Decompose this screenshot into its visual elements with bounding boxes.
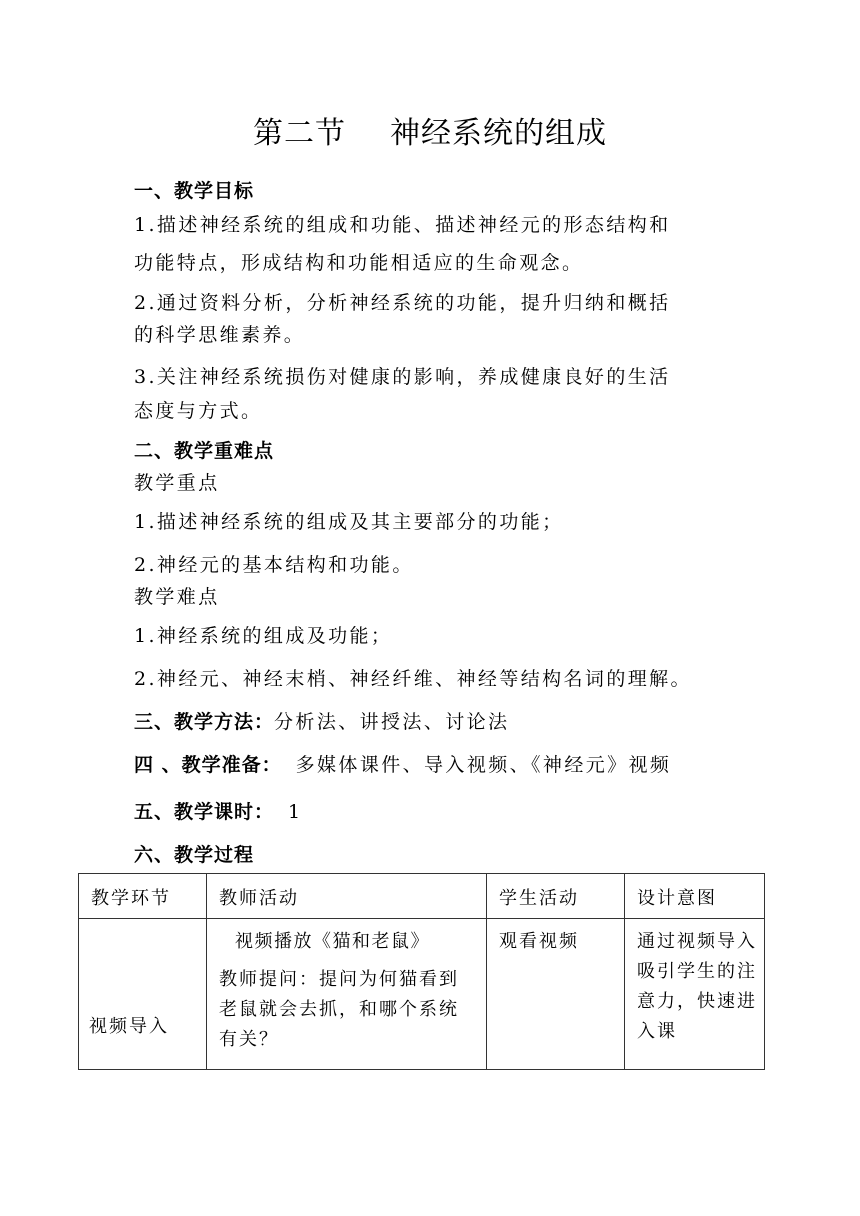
methods-value: 分析法、讲授法、讨论法 bbox=[274, 711, 510, 733]
teacher-activity-line: 教师提问：提问为何猫看到老鼠就会去抓，和哪个系统有关？ bbox=[219, 969, 459, 1050]
column-header: 教学环节 bbox=[79, 874, 207, 919]
focus-label: 教学重点 bbox=[134, 472, 220, 494]
prep-row bbox=[134, 750, 671, 777]
table-header-row bbox=[79, 874, 765, 919]
hours-value: 1 bbox=[288, 801, 303, 823]
teacher-activity-line: 视频播放《猫和老鼠》 bbox=[235, 931, 430, 952]
hours-heading: 五、教学课时： bbox=[134, 801, 275, 823]
methods-heading: 三、教学方法： bbox=[134, 711, 275, 733]
focus-item: 1.描述神经系统的组成及其主要部分的功能； bbox=[134, 511, 564, 533]
difficulty-item: 2.神经元、神经末梢、神经纤维、神经等结构名词的理解。 bbox=[134, 668, 692, 690]
focus-item: 2.神经元的基本结构和功能。 bbox=[134, 554, 414, 576]
prep-heading: 四 、教学准备： bbox=[134, 754, 282, 776]
goals-heading: 一、教学目标 bbox=[134, 180, 255, 202]
stage-cell: 视频导入 bbox=[79, 919, 207, 1070]
goal-line: 1.描述神经系统的组成和功能、描述神经元的形态结构和 bbox=[134, 214, 671, 236]
goal-line: 态度与方式。 bbox=[134, 400, 263, 422]
prep-value: 多媒体课件、导入视频、《神经元》视频 bbox=[295, 754, 672, 776]
student-activity-cell: 观看视频 bbox=[487, 919, 625, 1070]
column-header: 教师活动 bbox=[207, 874, 487, 919]
goal-line: 3.关注神经系统损伤对健康的影响，养成健康良好的生活 bbox=[134, 366, 671, 388]
title-name: 神经系统的组成 bbox=[390, 116, 607, 151]
process-table bbox=[78, 873, 765, 1070]
difficulty-item: 1.神经系统的组成及功能； bbox=[134, 625, 393, 647]
key-points-heading: 二、教学重难点 bbox=[134, 440, 275, 462]
goal-line: 2.通过资料分析，分析神经系统的功能，提升归纳和概括 bbox=[134, 292, 671, 314]
title-section: 第二节 bbox=[253, 116, 346, 151]
process-heading: 六、教学过程 bbox=[134, 844, 255, 866]
methods-row bbox=[134, 707, 509, 734]
page-title bbox=[0, 108, 860, 152]
hours-row bbox=[134, 797, 303, 824]
column-header: 设计意图 bbox=[625, 874, 765, 919]
table-row bbox=[79, 919, 765, 1070]
column-header: 学生活动 bbox=[487, 874, 625, 919]
difficulty-label: 教学难点 bbox=[134, 586, 220, 608]
teacher-activity-cell bbox=[207, 919, 487, 1070]
design-intent-cell: 通过视频导入吸引学生的注意力，快速进入课 bbox=[625, 919, 765, 1070]
goal-line: 功能特点，形成结构和功能相适应的生命观念。 bbox=[134, 252, 584, 274]
goal-line: 的科学思维素养。 bbox=[134, 324, 306, 346]
